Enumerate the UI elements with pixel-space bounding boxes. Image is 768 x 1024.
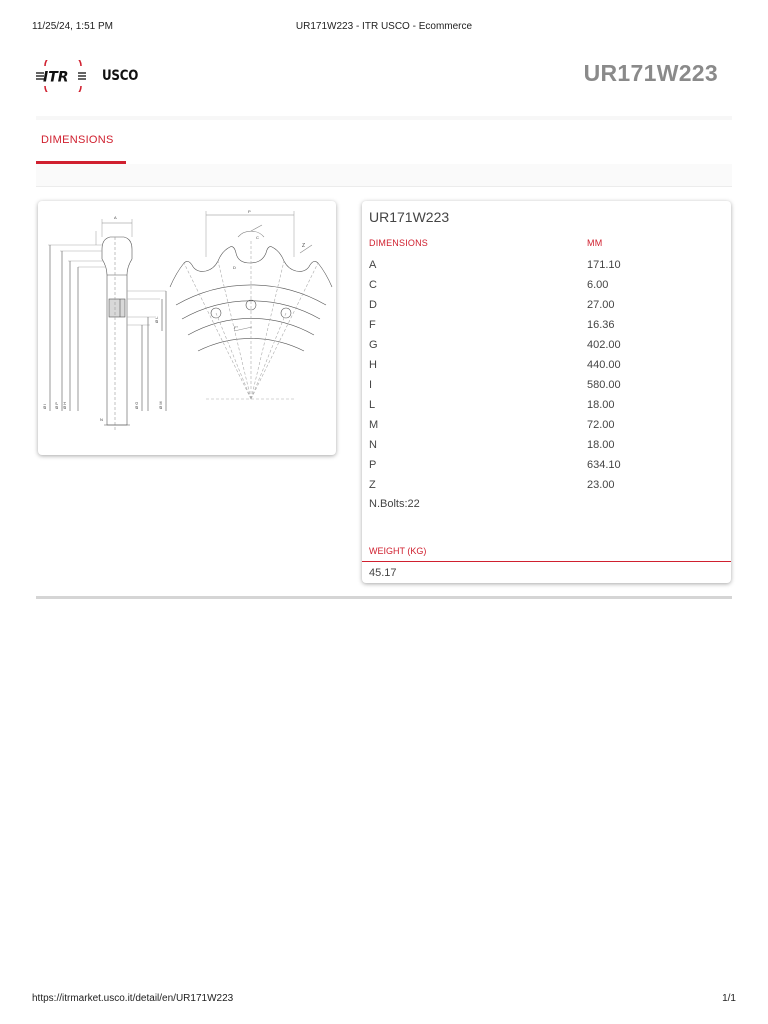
- tab-dimensions-label: DIMENSIONS: [41, 134, 114, 146]
- sprocket-drawing: [38, 201, 336, 455]
- dimension-row: [369, 339, 719, 359]
- dimension-key: A: [369, 259, 377, 271]
- svg-text:Ø G: Ø G: [134, 401, 139, 409]
- print-page-title: UR171W223 - ITR USCO - Ecommerce: [295, 21, 473, 32]
- tab-bar: [36, 120, 732, 164]
- dimension-value: 18.00: [587, 439, 615, 451]
- dimension-key: C: [369, 279, 377, 291]
- brand-name: USCO: [102, 68, 139, 84]
- svg-text:Ø I: Ø I: [42, 403, 47, 409]
- dimension-row: [369, 419, 719, 439]
- weight-divider: [362, 561, 731, 562]
- divider-band-lower: [36, 164, 732, 187]
- label-width-a: A: [114, 215, 117, 220]
- dimension-value: 634.10: [587, 459, 621, 471]
- dimension-row: [369, 399, 719, 419]
- dimensions-card: [362, 201, 731, 583]
- dimension-key: P: [369, 459, 377, 471]
- logo-text: ITR: [43, 69, 69, 86]
- product-code-title: UR171W223: [583, 60, 718, 86]
- dimension-value: 16.36: [587, 319, 615, 331]
- svg-text:F°: F°: [234, 325, 239, 330]
- dimension-key: G: [369, 339, 378, 351]
- print-header: [32, 21, 736, 32]
- dimension-value: 6.00: [587, 279, 609, 291]
- dimension-key: M: [369, 419, 379, 431]
- dimension-key: N: [369, 439, 377, 451]
- dimension-row: [369, 479, 719, 499]
- dimension-row: [369, 259, 719, 279]
- technical-drawing-card[interactable]: [38, 201, 336, 455]
- tab-dimensions[interactable]: [36, 120, 126, 164]
- svg-text:Ø M: Ø M: [158, 401, 163, 409]
- side-profile-view: [42, 215, 166, 431]
- dimension-value: 580.00: [587, 379, 621, 391]
- dimension-key: H: [369, 359, 377, 371]
- svg-text:Ø H: Ø H: [62, 401, 67, 409]
- dimension-row: [369, 439, 719, 459]
- dimension-row: [369, 379, 719, 399]
- dimension-key: I: [369, 379, 373, 391]
- dimension-row: [369, 459, 719, 479]
- dimension-value: 171.10: [587, 259, 621, 271]
- dimension-key: D: [369, 299, 377, 311]
- front-segment-view: [170, 209, 332, 399]
- weight-value: 45.17: [369, 567, 397, 579]
- label-tooth-c: C: [256, 235, 259, 240]
- content-bottom-rule: [36, 596, 732, 599]
- dimensions-card-title: UR171W223: [369, 209, 450, 225]
- dimension-value: 18.00: [587, 399, 615, 411]
- column-header-dimensions: DIMENSIONS: [369, 238, 429, 248]
- print-datetime: 11/25/24, 1:51 PM: [32, 21, 113, 32]
- label-tooth-z: Z: [302, 243, 306, 249]
- print-page-number: 1/1: [722, 993, 736, 1004]
- label-pitch-p: P: [248, 209, 251, 214]
- weight-header: WEIGHT (KG): [369, 546, 427, 556]
- dimension-key: Z: [369, 479, 376, 491]
- dimension-row: [369, 279, 719, 299]
- column-header-unit: MM: [587, 238, 603, 248]
- dimension-row: [369, 299, 719, 319]
- svg-text:N: N: [100, 417, 103, 422]
- dimension-value: 72.00: [587, 419, 615, 431]
- dimension-row: [369, 319, 719, 339]
- dimension-key: L: [369, 399, 376, 411]
- label-tooth-d: D: [233, 265, 236, 270]
- dimension-value: 27.00: [587, 299, 615, 311]
- bolts-count: N.Bolts:22: [369, 498, 420, 510]
- brand-logo[interactable]: [36, 60, 144, 92]
- svg-text:Ø P: Ø P: [54, 402, 59, 409]
- itr-logo-icon: [36, 60, 90, 92]
- dimension-value: 402.00: [587, 339, 621, 351]
- print-url: https://itrmarket.usco.it/detail/en/UR171W223: [32, 993, 234, 1004]
- dimension-key: F: [369, 319, 376, 331]
- dimension-value: 23.00: [587, 479, 615, 491]
- svg-text:Ø L: Ø L: [154, 316, 159, 323]
- dimension-row: [369, 359, 719, 379]
- print-footer: [32, 993, 736, 1004]
- dimension-value: 440.00: [587, 359, 621, 371]
